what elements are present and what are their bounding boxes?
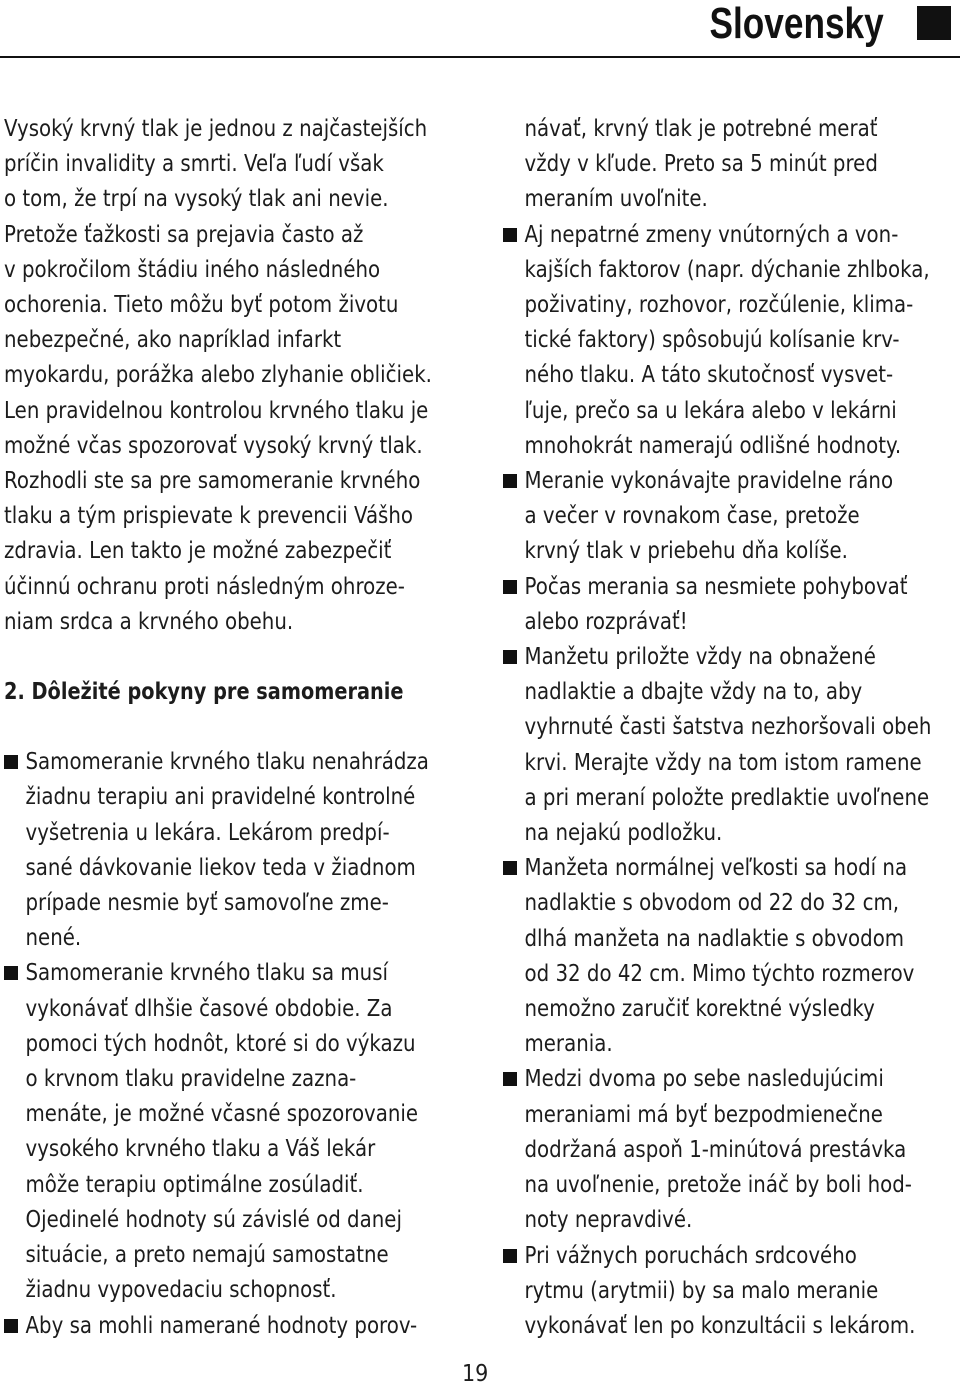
- text-line: a večer v rovnakom čase, pretože: [524, 503, 860, 530]
- text-line: Len pravidelnou kontrolou krvného tlaku je: [4, 397, 429, 424]
- text-line: Manžeta normálnej veľkosti sa hodí na: [524, 855, 908, 882]
- text-line: žiadnu vypovedaciu schopnosť.: [25, 1277, 337, 1304]
- text-line: sané dávkovanie liekov teda v žiadnom: [25, 854, 416, 881]
- text-line: o tom, že trpí na vysoký tlak ani nevie.: [4, 186, 389, 213]
- text-line: ného tlaku. A táto skutočnosť vysvet-: [524, 362, 894, 389]
- text-line: Manžetu priložte vždy na obnažené: [524, 644, 876, 671]
- text-line: vždy v kľude. Preto sa 5 minút pred: [524, 151, 878, 178]
- text-line: menáte, je možné včasné spozorovanie: [25, 1101, 419, 1128]
- text-line: od 32 do 42 cm. Mimo týchto rozmerov: [524, 960, 915, 987]
- intro-paragraph: [4, 112, 474, 640]
- bullet-item: [4, 1309, 474, 1344]
- text-line: Aj nepatrné zmeny vnútorných a von-: [524, 221, 899, 248]
- text-line: a pri meraní položte predlaktie uvoľnene: [524, 784, 930, 811]
- text-line: nené.: [25, 925, 82, 952]
- bullet-item: [503, 464, 960, 570]
- text-line: merania.: [524, 1031, 613, 1058]
- text-line: Meranie vykonávajte pravidelne ráno: [524, 468, 894, 495]
- text-line: prípade nesmie byť samovoľne zme-: [25, 890, 389, 917]
- left-column: [4, 112, 474, 1344]
- text-line: alebo rozprávať!: [524, 608, 688, 635]
- text-line: rytmu (arytmii) by sa malo meranie: [524, 1277, 879, 1304]
- text-line: poživatiny, rozhovor, rozčúlenie, klima-: [524, 292, 914, 319]
- text-line: krvný tlak v priebehu dňa kolíše.: [524, 538, 848, 565]
- text-line: účinnú ochranu proti následným ohroze-: [4, 573, 405, 600]
- text-line: situácie, a preto nemajú samostatne: [25, 1242, 389, 1269]
- text-line: v pokročilom štádiu iného následného: [4, 256, 381, 283]
- text-line: dodržaná aspoň 1-minútová prestávka: [524, 1136, 907, 1163]
- text-line: Samomeranie krvného tlaku sa musí: [25, 960, 389, 987]
- bullet-item: [503, 570, 960, 640]
- text-line: pomoci tých hodnôt, ktoré si do výkazu: [25, 1030, 416, 1057]
- heading-text: 2. Dôležité pokyny pre samomeranie: [4, 679, 404, 706]
- text-line: Medzi dvoma po sebe nasledujúcimi: [524, 1066, 884, 1093]
- text-line: vykonávať dlhšie časové obdobie. Za: [25, 995, 393, 1022]
- bullet-item: [503, 218, 960, 464]
- text-line: zdravia. Len takto je možné zabezpečiť: [4, 538, 392, 565]
- text-line: nadlaktie s obvodom od 22 do 32 cm,: [524, 890, 900, 917]
- header-square-icon: [917, 6, 951, 40]
- text-line: dlhá manžeta na nadlaktie s obvodom: [524, 925, 905, 952]
- text-line: Pretože ťažkosti sa prejavia často až: [4, 221, 364, 248]
- text-line: meraniami má byť bezpodmienečne: [524, 1101, 883, 1128]
- text-line: Pri vážnych poruchách srdcového: [524, 1242, 857, 1269]
- text-line: Aby sa mohli namerané hodnoty porov-: [25, 1312, 418, 1339]
- bullet-item: [503, 851, 960, 1062]
- bullet-item: [4, 956, 474, 1308]
- text-line: vyhrnuté časti šatstva nezhoršovali obeh: [524, 714, 932, 741]
- header-divider: [0, 56, 960, 58]
- text-line: žiadnu terapiu ani pravidelné kontrolné: [25, 784, 416, 811]
- text-line: Rozhodli ste sa pre samomeranie krvného: [4, 468, 421, 495]
- text-line: nemožno zaručiť korektné výsledky: [524, 996, 875, 1023]
- text-line: vysokého krvného tlaku a Váš lekár: [25, 1136, 376, 1163]
- text-line: návať, krvný tlak je potrebné merať: [524, 116, 878, 142]
- text-line: možné včas spozorovať vysoký krvný tlak.: [4, 432, 423, 459]
- text-line: vyšetrenia u lekára. Lekárom predpí-: [25, 819, 390, 846]
- text-line: tlaku a tým prispievate k prevencii Vášho: [4, 503, 414, 530]
- text-line: Počas merania sa nesmiete pohybovať: [524, 573, 908, 600]
- text-line: myokardu, porážka alebo zlyhanie obličiek.: [4, 362, 432, 389]
- bullet-item: [503, 1239, 960, 1345]
- text-line: nebezpečné, ako napríklad infarkt: [4, 327, 342, 354]
- bullet-item: [503, 640, 960, 851]
- text-line: ochorenia. Tieto môžu byť potom životu: [4, 292, 399, 319]
- text-line: Vysoký krvný tlak je jednou z najčastejších: [4, 116, 428, 142]
- text-line: vykonávať len po konzultácii s lekárom.: [524, 1312, 916, 1339]
- bullet-item: [4, 745, 474, 956]
- text-line: Ojedinelé hodnoty sú závislé od danej: [25, 1206, 402, 1233]
- text-line: môže terapiu optimálne zosúladiť.: [25, 1171, 364, 1198]
- text-line: nadlaktie a dbajte vždy na to, aby: [524, 679, 863, 706]
- text-line: na uvoľnenie, pretože ináč by boli hod-: [524, 1172, 912, 1199]
- text-line: tické faktory) spôsobujú kolísanie krv-: [524, 327, 900, 354]
- text-line: mnohokrát namerajú odlišné hodnoty.: [524, 432, 902, 459]
- right-column: [503, 112, 960, 1344]
- bullet-item: [503, 1062, 960, 1238]
- text-line: kajších faktorov (napr. dýchanie zhlboka,: [524, 256, 930, 283]
- text-line: niam srdca a krvného obehu.: [4, 608, 294, 635]
- section-heading: [4, 675, 474, 710]
- text-line: meraním uvoľnite.: [524, 186, 708, 213]
- page-header: [0, 0, 960, 58]
- page-number: 19: [462, 1361, 489, 1387]
- text-line: ľuje, prečo sa u lekára alebo v lekárni: [524, 397, 897, 424]
- text-line: o krvnom tlaku pravidelne zazna-: [25, 1066, 357, 1093]
- continuation-paragraph: [503, 112, 960, 218]
- text-line: krvi. Merajte vždy na tom istom ramene: [524, 749, 922, 776]
- text-line: Samomeranie krvného tlaku nenahrádza: [25, 749, 429, 776]
- text-line: príčin invalidity a smrti. Veľa ľudí však: [4, 151, 384, 178]
- language-title: Slovensky: [709, 0, 884, 48]
- text-line: na nejakú podložku.: [524, 820, 723, 847]
- text-line: noty nepravdivé.: [524, 1207, 693, 1234]
